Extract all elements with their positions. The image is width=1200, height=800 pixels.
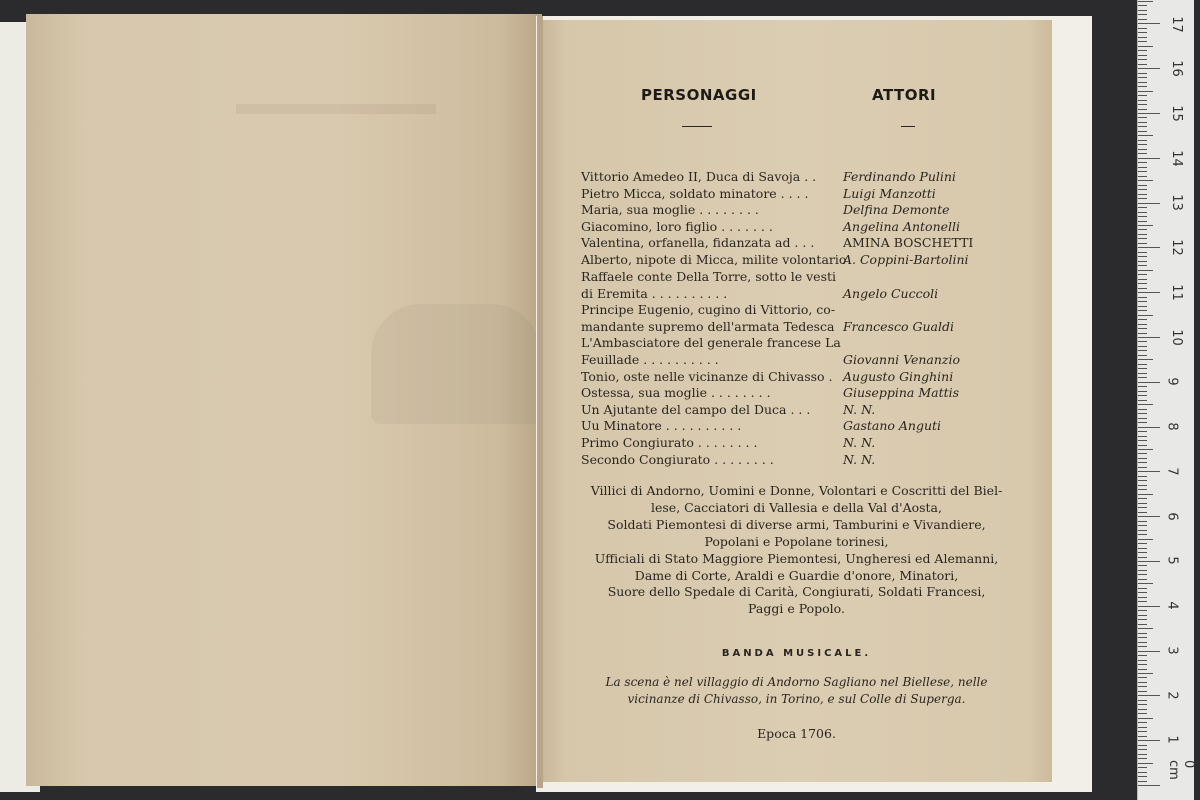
ruler-tick bbox=[1138, 422, 1147, 423]
ruler-tick bbox=[1138, 557, 1147, 558]
ruler-tick bbox=[1138, 203, 1160, 204]
ruler-tick bbox=[1138, 462, 1147, 463]
cast-row: Feuillade . . . . . . . . . . Giovanni Venanzio bbox=[581, 352, 961, 367]
ruler-tick bbox=[1138, 319, 1147, 320]
cast-row: Valentina, orfanella, fidanzata ad . . . AMINA BOSCHETTI bbox=[581, 235, 974, 250]
ruler-tick bbox=[1138, 297, 1147, 298]
cast-row: Giacomino, loro figlio . . . . . . . Angelina Antonelli bbox=[581, 219, 961, 234]
ruler-tick bbox=[1138, 610, 1147, 611]
ruler-tick bbox=[1138, 373, 1147, 374]
ruler-tick bbox=[1138, 131, 1147, 132]
ruler-label: 9 bbox=[1164, 377, 1180, 386]
cast-row: Secondo Congiurato . . . . . . . . N. N. bbox=[581, 452, 876, 467]
ruler-tick bbox=[1138, 409, 1147, 410]
ruler-tick bbox=[1138, 494, 1153, 495]
ruler-tick bbox=[1138, 122, 1147, 123]
ruler-tick bbox=[1138, 637, 1147, 638]
ruler-tick bbox=[1138, 713, 1147, 714]
ruler-tick bbox=[1138, 341, 1147, 342]
ruler-tick bbox=[1138, 619, 1147, 620]
ruler-tick bbox=[1138, 265, 1147, 266]
ruler-tick bbox=[1138, 516, 1160, 517]
bleed-through-text bbox=[236, 104, 436, 114]
ruler-tick bbox=[1138, 355, 1147, 356]
ruler-tick bbox=[1138, 216, 1147, 217]
ruler-tick bbox=[1138, 221, 1147, 222]
ruler-tick bbox=[1138, 453, 1147, 454]
ruler-tick bbox=[1138, 176, 1147, 177]
ruler-tick bbox=[1138, 700, 1147, 701]
ruler-tick bbox=[1138, 530, 1147, 531]
ruler-tick bbox=[1138, 745, 1147, 746]
ensemble-line: lese, Cacciatori di Vallesia e della Val d'Aosta, bbox=[650, 500, 942, 515]
ensemble-line: Suore dello Spedale di Carità, Congiurati, Soldati Francesi, bbox=[607, 584, 986, 599]
ruler-label: 15 bbox=[1168, 105, 1184, 122]
ruler-tick bbox=[1138, 669, 1147, 670]
ruler-tick bbox=[1138, 10, 1147, 11]
ruler-tick bbox=[1138, 391, 1147, 392]
ruler-tick bbox=[1138, 328, 1147, 329]
cast-row: Tonio, oste nelle vicinanze di Chivasso . Augusto Ginghini bbox=[581, 369, 954, 384]
ruler-tick bbox=[1138, 512, 1147, 513]
ruler-tick bbox=[1138, 55, 1147, 56]
ruler-label: 4 bbox=[1164, 601, 1180, 610]
ruler-tick bbox=[1138, 709, 1147, 710]
ruler-tick bbox=[1138, 646, 1147, 647]
ruler-tick bbox=[1138, 758, 1147, 759]
ruler-tick bbox=[1138, 28, 1147, 29]
ruler-tick bbox=[1138, 171, 1147, 172]
ruler-tick bbox=[1138, 270, 1153, 271]
personaggi-heading: PERSONAGGI bbox=[641, 86, 757, 104]
ruler-tick bbox=[1138, 615, 1147, 616]
ruler-tick bbox=[1138, 704, 1147, 705]
ruler-tick bbox=[1138, 126, 1147, 127]
ruler-tick bbox=[1138, 521, 1147, 522]
band-heading: BANDA MUSICALE. bbox=[721, 648, 872, 659]
ruler-tick bbox=[1138, 104, 1147, 105]
ruler-tick bbox=[1138, 480, 1147, 481]
ruler-tick bbox=[1138, 507, 1147, 508]
ruler-tick bbox=[1138, 14, 1147, 15]
ruler-tick bbox=[1138, 77, 1147, 78]
setting-line: vicinanze di Chivasso, in Torino, e sul Colle di Superga. bbox=[627, 692, 966, 706]
ruler-tick bbox=[1138, 695, 1160, 696]
cast-row: Ostessa, sua moglie . . . . . . . . Giuseppina Mattis bbox=[581, 385, 960, 400]
ruler-tick bbox=[1138, 149, 1147, 150]
ruler-tick bbox=[1138, 525, 1147, 526]
ruler-tick bbox=[1138, 292, 1160, 293]
cast-row: Vittorio Amedeo II, Duca di Savoja . . Ferdinando Pulini bbox=[581, 169, 956, 184]
ruler-tick bbox=[1138, 238, 1147, 239]
ensemble-line: Soldati Piemontesi di diverse armi, Tamburini e Vivandiere, bbox=[607, 517, 986, 532]
ruler-tick bbox=[1138, 467, 1147, 468]
ruler-label: 10 bbox=[1168, 329, 1184, 346]
ruler-tick bbox=[1138, 247, 1160, 248]
ruler-tick bbox=[1138, 727, 1147, 728]
ruler-tick bbox=[1138, 583, 1153, 584]
ruler-tick bbox=[1138, 315, 1153, 316]
ruler-tick bbox=[1138, 534, 1147, 535]
ruler-tick bbox=[1138, 548, 1147, 549]
ruler-tick bbox=[1138, 664, 1147, 665]
ruler-tick bbox=[1138, 655, 1147, 656]
ruler-tick bbox=[1138, 1, 1153, 2]
ruler-tick bbox=[1138, 68, 1160, 69]
ruler-label: 8 bbox=[1164, 422, 1180, 431]
ruler-label: 1 bbox=[1164, 735, 1180, 744]
ruler-label: 14 bbox=[1168, 150, 1184, 167]
ruler-tick bbox=[1138, 776, 1147, 777]
ruler-tick bbox=[1138, 37, 1147, 38]
ruler-label: 11 bbox=[1168, 284, 1184, 301]
ruler-tick bbox=[1138, 606, 1160, 607]
ruler-tick bbox=[1138, 337, 1160, 338]
ruler-tick bbox=[1138, 109, 1147, 110]
ruler-tick bbox=[1138, 207, 1147, 208]
ruler-tick bbox=[1138, 660, 1147, 661]
measuring-ruler bbox=[1137, 0, 1194, 800]
ruler-tick bbox=[1138, 73, 1147, 74]
ruler-tick bbox=[1138, 440, 1147, 441]
ruler-label: 7 bbox=[1164, 467, 1180, 476]
ruler-tick bbox=[1138, 485, 1147, 486]
cast-row: Alberto, nipote di Micca, milite volontario A. Coppini-Bartolini bbox=[581, 252, 969, 267]
ruler-tick bbox=[1138, 229, 1147, 230]
ruler-label: 5 bbox=[1164, 556, 1180, 565]
ruler-tick bbox=[1138, 243, 1147, 244]
ruler-tick bbox=[1138, 772, 1147, 773]
ruler-tick bbox=[1138, 436, 1147, 437]
ruler-tick bbox=[1138, 565, 1147, 566]
ensemble-line: Popolani e Popolane torinesi, bbox=[704, 534, 889, 549]
ruler-tick bbox=[1138, 212, 1147, 213]
ruler-tick bbox=[1138, 346, 1147, 347]
ruler-tick bbox=[1138, 588, 1147, 589]
right-page bbox=[541, 20, 1052, 782]
ruler-tick bbox=[1138, 32, 1147, 33]
ruler-tick bbox=[1138, 673, 1153, 674]
ruler-tick bbox=[1138, 785, 1160, 786]
ruler-tick bbox=[1138, 252, 1147, 253]
ruler-tick bbox=[1138, 592, 1147, 593]
ruler-tick bbox=[1138, 722, 1147, 723]
cast-row: Raffaele conte Della Torre, sotto le vesti bbox=[581, 269, 836, 284]
left-page bbox=[26, 14, 542, 786]
ruler-tick bbox=[1138, 489, 1147, 490]
ruler-tick bbox=[1138, 364, 1147, 365]
ruler-label: 13 bbox=[1168, 194, 1184, 211]
ruler-tick bbox=[1138, 91, 1153, 92]
ruler-tick bbox=[1138, 404, 1153, 405]
ruler-tick bbox=[1138, 458, 1147, 459]
ruler-tick bbox=[1138, 633, 1147, 634]
ruler-tick bbox=[1138, 19, 1147, 20]
ruler-tick bbox=[1138, 740, 1160, 741]
ruler-tick bbox=[1138, 624, 1147, 625]
ruler-tick bbox=[1138, 189, 1147, 190]
ruler-tick bbox=[1138, 543, 1147, 544]
ensemble-line: Villici di Andorno, Uomini e Donne, Volontari e Coscritti del Biel- bbox=[590, 483, 1003, 498]
ruler-tick bbox=[1138, 471, 1160, 472]
ruler-tick bbox=[1138, 359, 1153, 360]
ruler-tick bbox=[1138, 153, 1147, 154]
ruler-tick bbox=[1138, 579, 1147, 580]
ensemble-line: Paggi e Popolo. bbox=[748, 601, 845, 616]
ruler-tick bbox=[1138, 736, 1147, 737]
ruler-tick bbox=[1138, 324, 1147, 325]
ruler-tick bbox=[1138, 731, 1147, 732]
ruler-tick bbox=[1138, 503, 1147, 504]
ruler-tick bbox=[1138, 400, 1147, 401]
personaggi-rule bbox=[682, 126, 712, 127]
attori-rule bbox=[901, 126, 915, 127]
ruler-tick bbox=[1138, 386, 1147, 387]
ruler-tick bbox=[1138, 23, 1160, 24]
ruler-tick bbox=[1138, 763, 1153, 764]
ruler-tick bbox=[1138, 677, 1147, 678]
ruler-tick bbox=[1138, 368, 1147, 369]
ruler-tick bbox=[1138, 310, 1147, 311]
ruler-label: 17 bbox=[1168, 16, 1184, 33]
ruler-tick bbox=[1138, 754, 1147, 755]
cast-row: Un Ajutante del campo del Duca . . . N. N. bbox=[581, 402, 876, 417]
ruler-tick bbox=[1138, 395, 1147, 396]
ruler-tick bbox=[1138, 306, 1147, 307]
ruler-tick bbox=[1138, 552, 1147, 553]
ruler-tick bbox=[1138, 46, 1153, 47]
ruler-tick bbox=[1138, 498, 1147, 499]
ruler-tick bbox=[1138, 162, 1147, 163]
ruler-tick bbox=[1138, 749, 1147, 750]
ruler-tick bbox=[1138, 781, 1147, 782]
ruler-tick bbox=[1138, 95, 1147, 96]
ruler-tick bbox=[1138, 194, 1147, 195]
ruler-tick bbox=[1138, 117, 1147, 118]
ruler-tick bbox=[1138, 5, 1147, 6]
ruler-tick bbox=[1138, 431, 1147, 432]
ruler-tick bbox=[1138, 350, 1147, 351]
ruler-tick bbox=[1138, 476, 1147, 477]
ruler-tick bbox=[1138, 682, 1147, 683]
ruler-label: 16 bbox=[1168, 60, 1184, 77]
ruler-tick bbox=[1138, 59, 1147, 60]
ruler-tick bbox=[1138, 651, 1160, 652]
ruler-label: 3 bbox=[1164, 646, 1180, 655]
ruler-tick bbox=[1138, 413, 1147, 414]
setting-line: La scena è nel villaggio di Andorno Sagliano nel Biellese, nelle bbox=[605, 675, 988, 689]
ruler-tick bbox=[1138, 301, 1147, 302]
ruler-tick bbox=[1138, 113, 1160, 114]
ruler-tick bbox=[1138, 418, 1147, 419]
ruler-tick bbox=[1138, 158, 1160, 159]
ruler-tick bbox=[1138, 686, 1147, 687]
ruler-tick bbox=[1138, 642, 1147, 643]
ruler-tick bbox=[1138, 445, 1147, 446]
ruler-tick bbox=[1138, 597, 1147, 598]
ruler-tick bbox=[1138, 561, 1160, 562]
ruler-tick bbox=[1138, 64, 1147, 65]
ruler-tick bbox=[1138, 261, 1147, 262]
ruler-tick bbox=[1138, 50, 1147, 51]
ruler-tick bbox=[1138, 718, 1153, 719]
ruler-tick bbox=[1138, 767, 1147, 768]
ruler-tick bbox=[1138, 225, 1153, 226]
ruler-tick bbox=[1138, 377, 1147, 378]
ruler-tick bbox=[1138, 288, 1147, 289]
ensemble-line: Ufficiali di Stato Maggiore Piemontesi, Ungheresi ed Alemanni, bbox=[594, 551, 999, 566]
ruler-tick bbox=[1138, 41, 1147, 42]
ruler-tick bbox=[1138, 144, 1147, 145]
cast-row: Pietro Micca, soldato minatore . . . . Luigi Manzotti bbox=[581, 186, 936, 201]
ruler-tick bbox=[1138, 180, 1153, 181]
ruler-tick bbox=[1138, 427, 1160, 428]
ruler-tick bbox=[1138, 100, 1147, 101]
ruler-tick bbox=[1138, 198, 1147, 199]
cast-row: L'Ambasciatore del generale francese La bbox=[581, 335, 841, 350]
cast-row: mandante supremo dell'armata Tedesca Francesco Gualdi bbox=[581, 319, 954, 334]
bleed-through-stamp bbox=[371, 304, 541, 424]
ruler-tick bbox=[1138, 539, 1153, 540]
ruler-label: 12 bbox=[1168, 239, 1184, 256]
attori-heading: ATTORI bbox=[872, 86, 937, 104]
ruler-tick bbox=[1138, 691, 1147, 692]
ruler-tick bbox=[1138, 449, 1153, 450]
cast-row: Uu Minatore . . . . . . . . . . Gastano Anguti bbox=[581, 418, 942, 433]
ruler-tick bbox=[1138, 256, 1147, 257]
epoch-line: Epoca 1706. bbox=[757, 726, 836, 741]
cast-row: Primo Congiurato . . . . . . . . N. N. bbox=[581, 435, 876, 450]
ensemble-line: Dame di Corte, Araldi e Guardie d'onore, Minatori, bbox=[634, 568, 959, 583]
cast-row: Principe Eugenio, cugino di Vittorio, co- bbox=[581, 302, 836, 317]
cast-row: Maria, sua moglie . . . . . . . . Delfina Demonte bbox=[581, 202, 950, 217]
ruler-tick bbox=[1138, 185, 1147, 186]
ruler-tick bbox=[1138, 570, 1147, 571]
ruler-tick bbox=[1138, 333, 1147, 334]
ruler-tick bbox=[1138, 283, 1147, 284]
ruler-tick bbox=[1138, 574, 1147, 575]
ruler-tick bbox=[1138, 86, 1147, 87]
ruler-tick bbox=[1138, 628, 1153, 629]
ruler-tick bbox=[1138, 382, 1160, 383]
ruler-tick bbox=[1138, 279, 1147, 280]
ruler-tick bbox=[1138, 274, 1147, 275]
ruler-tick bbox=[1138, 135, 1153, 136]
book-spine bbox=[537, 16, 543, 788]
ruler-tick bbox=[1138, 140, 1147, 141]
ruler-label: 2 bbox=[1164, 691, 1180, 700]
cast-row: di Eremita . . . . . . . . . . Angelo Cuccoli bbox=[581, 286, 939, 301]
ruler-label: 0 cm bbox=[1166, 760, 1196, 780]
ruler-tick bbox=[1138, 234, 1147, 235]
ruler-label: 6 bbox=[1164, 512, 1180, 521]
ruler-tick bbox=[1138, 601, 1147, 602]
ruler-tick bbox=[1138, 167, 1147, 168]
ruler-tick bbox=[1138, 82, 1147, 83]
